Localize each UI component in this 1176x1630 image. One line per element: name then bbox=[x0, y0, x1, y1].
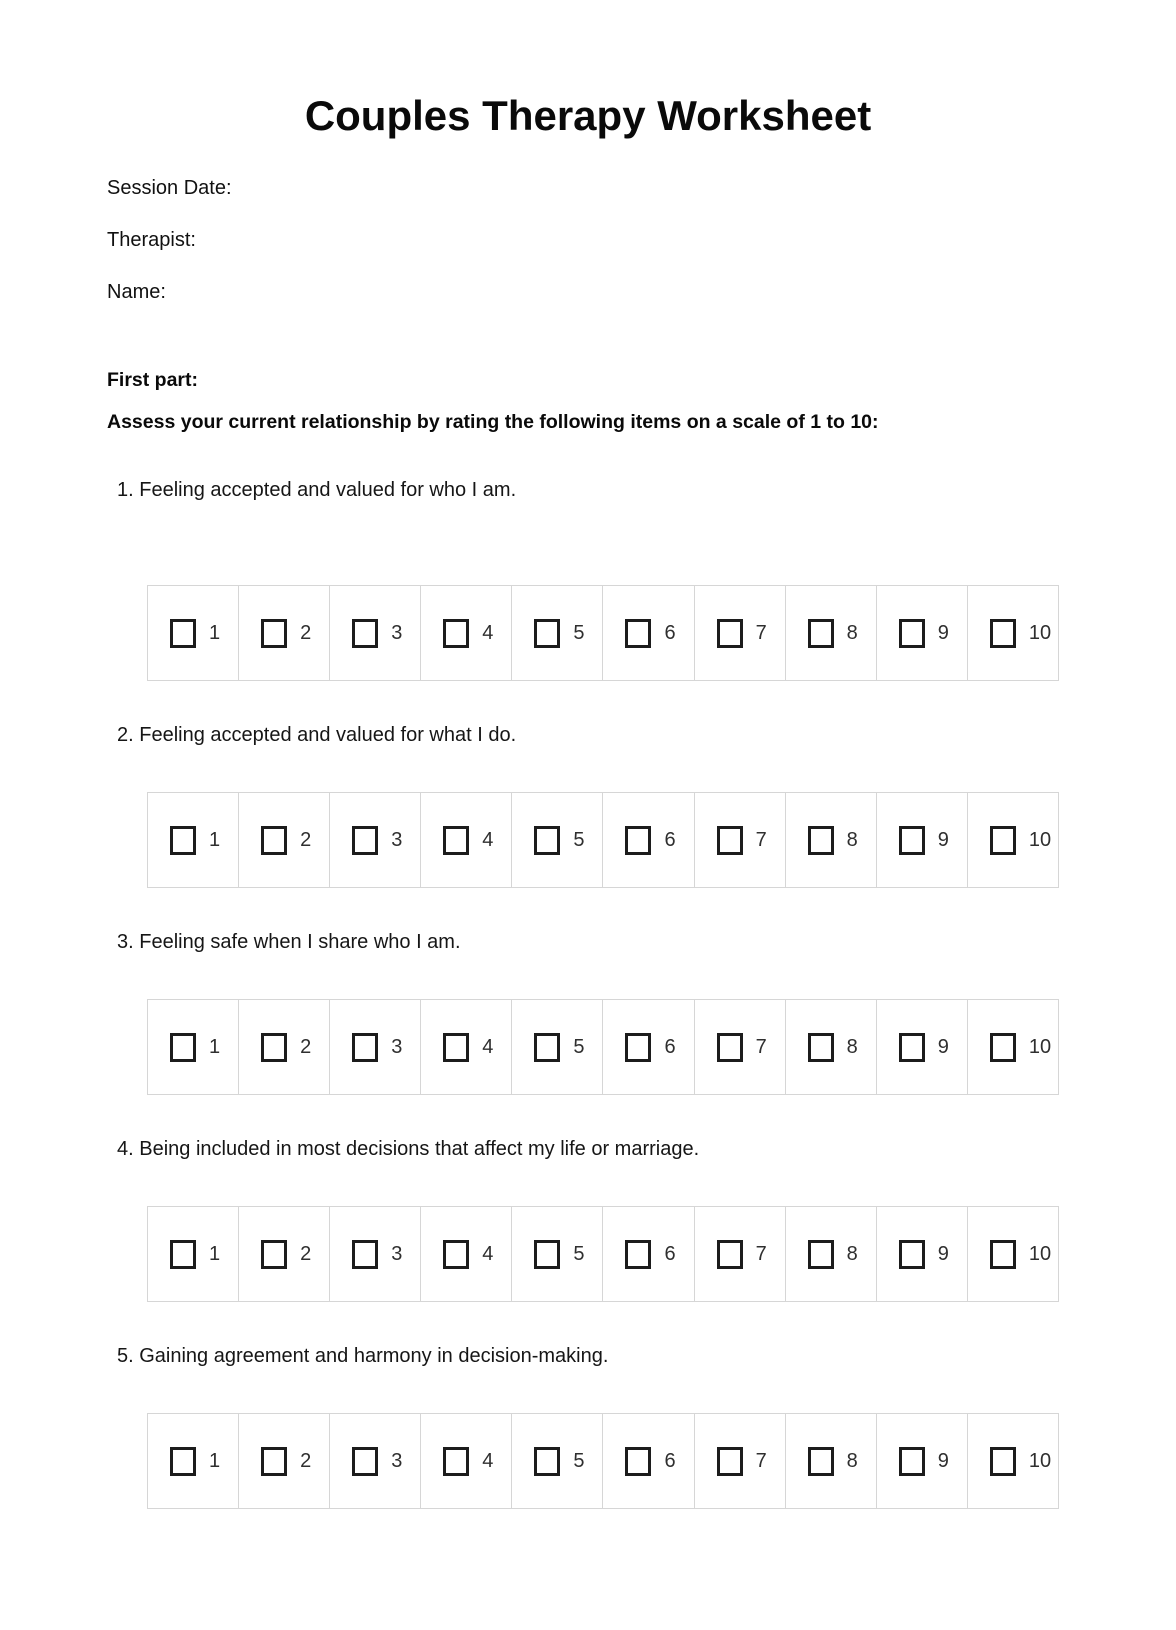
rating-value-label: 1 bbox=[209, 1243, 221, 1265]
rating-cell bbox=[329, 1000, 420, 1094]
rating-checkbox[interactable] bbox=[717, 619, 743, 648]
rating-checkbox[interactable] bbox=[443, 1033, 469, 1062]
field-label-therapist: Therapist: bbox=[107, 229, 196, 251]
rating-value-label: 10 bbox=[1028, 829, 1052, 851]
rating-checkbox[interactable] bbox=[443, 619, 469, 648]
rating-value-label: 2 bbox=[300, 829, 312, 851]
rating-value-label: 7 bbox=[755, 1243, 767, 1265]
rating-cell bbox=[967, 586, 1058, 680]
question-text: 4. Being included in most decisions that affect my life or marriage. bbox=[117, 1138, 700, 1160]
rating-value-label: 9 bbox=[937, 1450, 949, 1472]
rating-value-label: 7 bbox=[755, 1450, 767, 1472]
rating-grid bbox=[147, 792, 1059, 888]
rating-checkbox[interactable] bbox=[534, 826, 560, 855]
rating-checkbox[interactable] bbox=[717, 1240, 743, 1269]
rating-value-label: 10 bbox=[1028, 622, 1052, 644]
rating-value-label: 9 bbox=[937, 829, 949, 851]
rating-value-label: 5 bbox=[573, 829, 585, 851]
rating-value-label: 6 bbox=[664, 622, 676, 644]
rating-cell bbox=[420, 586, 511, 680]
rating-cell bbox=[967, 793, 1058, 887]
rating-value-label: 2 bbox=[300, 622, 312, 644]
rating-value-label: 8 bbox=[846, 622, 858, 644]
rating-checkbox[interactable] bbox=[261, 619, 287, 648]
rating-cell bbox=[238, 1207, 329, 1301]
rating-cell bbox=[967, 1414, 1058, 1508]
rating-checkbox[interactable] bbox=[261, 1033, 287, 1062]
rating-checkbox[interactable] bbox=[261, 826, 287, 855]
rating-checkbox[interactable] bbox=[899, 1447, 925, 1476]
rating-checkbox[interactable] bbox=[352, 619, 378, 648]
rating-cell bbox=[148, 1414, 238, 1508]
question-block bbox=[107, 1346, 1069, 1509]
rating-cell bbox=[785, 1414, 876, 1508]
rating-value-label: 1 bbox=[209, 622, 221, 644]
rating-value-label: 3 bbox=[391, 1450, 403, 1472]
rating-cell bbox=[967, 1000, 1058, 1094]
field-label-session-date: Session Date: bbox=[107, 177, 232, 199]
rating-value-label: 5 bbox=[573, 1243, 585, 1265]
rating-checkbox[interactable] bbox=[990, 619, 1016, 648]
rating-cell bbox=[876, 1414, 967, 1508]
rating-value-label: 7 bbox=[755, 1036, 767, 1058]
rating-checkbox[interactable] bbox=[717, 1447, 743, 1476]
rating-cell bbox=[238, 1414, 329, 1508]
rating-checkbox[interactable] bbox=[170, 826, 196, 855]
question-text: 1. Feeling accepted and valued for who I am. bbox=[117, 479, 517, 501]
rating-checkbox[interactable] bbox=[990, 1240, 1016, 1269]
rating-value-label: 4 bbox=[482, 1243, 494, 1265]
rating-cell bbox=[148, 586, 238, 680]
rating-value-label: 2 bbox=[300, 1243, 312, 1265]
rating-value-label: 2 bbox=[300, 1036, 312, 1058]
rating-cell bbox=[511, 793, 602, 887]
rating-checkbox[interactable] bbox=[170, 619, 196, 648]
rating-value-label: 6 bbox=[664, 829, 676, 851]
rating-checkbox[interactable] bbox=[625, 1240, 651, 1269]
rating-value-label: 8 bbox=[846, 1243, 858, 1265]
rating-value-label: 3 bbox=[391, 622, 403, 644]
rating-checkbox[interactable] bbox=[899, 826, 925, 855]
rating-value-label: 7 bbox=[755, 622, 767, 644]
rating-cell bbox=[420, 1414, 511, 1508]
rating-cell bbox=[876, 793, 967, 887]
rating-value-label: 8 bbox=[846, 829, 858, 851]
rating-value-label: 6 bbox=[664, 1450, 676, 1472]
rating-checkbox[interactable] bbox=[443, 1447, 469, 1476]
rating-value-label: 9 bbox=[937, 622, 949, 644]
meta-fields bbox=[107, 178, 1069, 302]
rating-checkbox[interactable] bbox=[352, 1033, 378, 1062]
rating-checkbox[interactable] bbox=[170, 1033, 196, 1062]
rating-value-label: 4 bbox=[482, 1450, 494, 1472]
rating-value-label: 3 bbox=[391, 1036, 403, 1058]
rating-cell bbox=[511, 1207, 602, 1301]
rating-checkbox[interactable] bbox=[352, 1240, 378, 1269]
rating-checkbox[interactable] bbox=[808, 619, 834, 648]
rating-checkbox[interactable] bbox=[443, 826, 469, 855]
rating-checkbox[interactable] bbox=[625, 619, 651, 648]
rating-grid bbox=[147, 999, 1059, 1095]
rating-cell bbox=[785, 1207, 876, 1301]
rating-checkbox[interactable] bbox=[534, 1033, 560, 1062]
rating-checkbox[interactable] bbox=[625, 1447, 651, 1476]
rating-cell bbox=[694, 586, 785, 680]
rating-cell bbox=[420, 1000, 511, 1094]
rating-value-label: 1 bbox=[209, 1450, 221, 1472]
rating-checkbox[interactable] bbox=[170, 1240, 196, 1269]
rating-cell bbox=[785, 793, 876, 887]
rating-grid bbox=[147, 1206, 1059, 1302]
rating-value-label: 10 bbox=[1028, 1243, 1052, 1265]
question-block bbox=[107, 725, 1069, 888]
rating-cell bbox=[511, 1000, 602, 1094]
rating-checkbox[interactable] bbox=[990, 826, 1016, 855]
rating-cell bbox=[785, 586, 876, 680]
rating-checkbox[interactable] bbox=[261, 1447, 287, 1476]
rating-value-label: 5 bbox=[573, 1036, 585, 1058]
rating-checkbox[interactable] bbox=[808, 1240, 834, 1269]
rating-grid bbox=[147, 1413, 1059, 1509]
rating-cell bbox=[694, 793, 785, 887]
rating-cell bbox=[602, 1207, 693, 1301]
question-block bbox=[107, 1139, 1069, 1302]
rating-value-label: 8 bbox=[846, 1036, 858, 1058]
rating-checkbox[interactable] bbox=[352, 826, 378, 855]
rating-checkbox[interactable] bbox=[534, 619, 560, 648]
rating-cell bbox=[785, 1000, 876, 1094]
rating-cell bbox=[148, 793, 238, 887]
rating-value-label: 8 bbox=[846, 1450, 858, 1472]
rating-checkbox[interactable] bbox=[990, 1447, 1016, 1476]
rating-value-label: 10 bbox=[1028, 1450, 1052, 1472]
rating-cell bbox=[694, 1414, 785, 1508]
rating-checkbox[interactable] bbox=[808, 1033, 834, 1062]
rating-cell bbox=[602, 1000, 693, 1094]
rating-checkbox[interactable] bbox=[625, 1033, 651, 1062]
rating-cell bbox=[329, 1414, 420, 1508]
rating-cell bbox=[420, 1207, 511, 1301]
rating-value-label: 1 bbox=[209, 1036, 221, 1058]
rating-value-label: 5 bbox=[573, 622, 585, 644]
rating-value-label: 10 bbox=[1028, 1036, 1052, 1058]
rating-checkbox[interactable] bbox=[899, 1033, 925, 1062]
rating-checkbox[interactable] bbox=[717, 826, 743, 855]
rating-value-label: 7 bbox=[755, 829, 767, 851]
rating-cell bbox=[602, 586, 693, 680]
question-block bbox=[107, 480, 1069, 681]
rating-checkbox[interactable] bbox=[625, 826, 651, 855]
rating-cell bbox=[511, 586, 602, 680]
questions bbox=[107, 480, 1069, 1509]
rating-cell bbox=[511, 1414, 602, 1508]
question-text: 3. Feeling safe when I share who I am. bbox=[117, 931, 461, 953]
rating-value-label: 9 bbox=[937, 1243, 949, 1265]
rating-checkbox[interactable] bbox=[899, 619, 925, 648]
rating-checkbox[interactable] bbox=[443, 1240, 469, 1269]
rating-value-label: 4 bbox=[482, 1036, 494, 1058]
question-text: 2. Feeling accepted and valued for what I do. bbox=[117, 724, 517, 746]
rating-checkbox[interactable] bbox=[899, 1240, 925, 1269]
rating-cell bbox=[148, 1000, 238, 1094]
rating-checkbox[interactable] bbox=[717, 1033, 743, 1062]
rating-cell bbox=[238, 1000, 329, 1094]
rating-value-label: 4 bbox=[482, 622, 494, 644]
rating-checkbox[interactable] bbox=[170, 1447, 196, 1476]
section-heading: First part: bbox=[107, 369, 199, 391]
rating-cell bbox=[148, 1207, 238, 1301]
page-title: Couples Therapy Worksheet bbox=[304, 92, 872, 139]
rating-value-label: 5 bbox=[573, 1450, 585, 1472]
rating-grid bbox=[147, 585, 1059, 681]
field-label-name: Name: bbox=[107, 281, 166, 303]
rating-value-label: 2 bbox=[300, 1450, 312, 1472]
rating-cell bbox=[420, 793, 511, 887]
rating-cell bbox=[876, 1207, 967, 1301]
rating-cell bbox=[238, 586, 329, 680]
rating-value-label: 9 bbox=[937, 1036, 949, 1058]
rating-checkbox[interactable] bbox=[808, 826, 834, 855]
rating-value-label: 3 bbox=[391, 1243, 403, 1265]
rating-checkbox[interactable] bbox=[352, 1447, 378, 1476]
question-text: 5. Gaining agreement and harmony in decision-making. bbox=[117, 1345, 609, 1367]
rating-cell bbox=[876, 1000, 967, 1094]
rating-value-label: 1 bbox=[209, 829, 221, 851]
section-instruction: Assess your current relationship by rating the following items on a scale of 1 to 10: bbox=[107, 411, 879, 433]
rating-cell bbox=[329, 1207, 420, 1301]
rating-value-label: 4 bbox=[482, 829, 494, 851]
rating-cell bbox=[329, 586, 420, 680]
rating-cell bbox=[694, 1000, 785, 1094]
rating-cell bbox=[329, 793, 420, 887]
rating-checkbox[interactable] bbox=[990, 1033, 1016, 1062]
rating-checkbox[interactable] bbox=[261, 1240, 287, 1269]
rating-checkbox[interactable] bbox=[534, 1447, 560, 1476]
rating-value-label: 3 bbox=[391, 829, 403, 851]
rating-cell bbox=[602, 793, 693, 887]
rating-cell bbox=[876, 586, 967, 680]
rating-cell bbox=[238, 793, 329, 887]
rating-checkbox[interactable] bbox=[808, 1447, 834, 1476]
rating-value-label: 6 bbox=[664, 1243, 676, 1265]
rating-checkbox[interactable] bbox=[534, 1240, 560, 1269]
rating-cell bbox=[602, 1414, 693, 1508]
rating-cell bbox=[967, 1207, 1058, 1301]
rating-cell bbox=[694, 1207, 785, 1301]
rating-value-label: 6 bbox=[664, 1036, 676, 1058]
question-block bbox=[107, 932, 1069, 1095]
